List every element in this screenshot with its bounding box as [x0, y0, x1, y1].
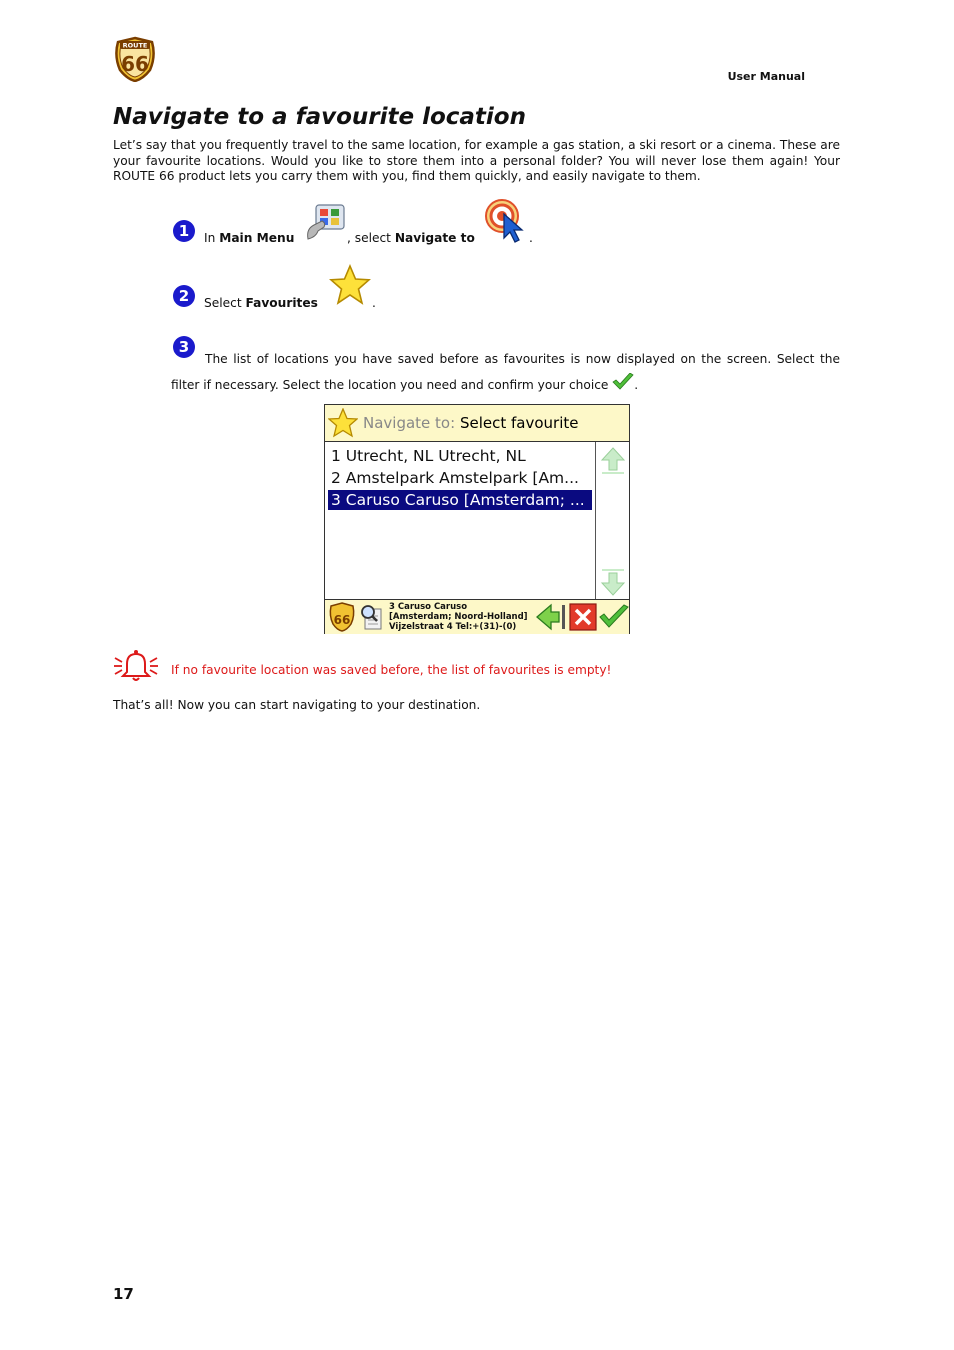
page-title: Navigate to a favourite location: [113, 104, 526, 130]
warning-note: If no favourite location was saved before, the list of favourites is empty!: [171, 663, 612, 677]
svg-text:ROUTE: ROUTE: [122, 41, 148, 50]
step-2-badge: 2: [173, 285, 195, 307]
step-3-text: The list of locations you have saved before as favourites is now displayed on the screen. Select the filter if necessary. Select the location you need and confirm your choice .: [171, 352, 840, 392]
navigate-to-icon: [484, 198, 530, 244]
step-2-text-post: .: [372, 296, 376, 310]
cancel-x-icon[interactable]: [569, 603, 597, 631]
back-arrow-icon[interactable]: [535, 603, 567, 631]
device-header-title: Navigate to: Select favourite: [363, 414, 579, 432]
step-1-text-mid: , select Navigate to: [347, 231, 475, 245]
step-2-text: Select Favourites: [204, 296, 318, 310]
alarm-bell-icon: [113, 648, 159, 682]
list-item[interactable]: 1 Utrecht, NL Utrecht, NL: [331, 447, 526, 465]
device-screen: [324, 404, 630, 634]
list-item-selected[interactable]: 3 Caruso Caruso [Amsterdam; ...: [328, 490, 592, 510]
svg-text:66: 66: [333, 613, 351, 627]
step-1-text: In Main Menu: [204, 231, 295, 245]
confirm-check-icon: [612, 373, 634, 391]
step-3-badge: 3: [173, 336, 195, 358]
intro-paragraph: Let’s say that you frequently travel to the same location, for example a gas station, a ski resort or a cinema. These are your favourite locations. Would you like to store them into a personal folder? You will never lose them again! Your ROUTE 66 product lets you carry them with you, find them quickly, and easily navigate to them.: [113, 138, 840, 183]
favourites-list[interactable]: [325, 442, 596, 599]
device-header-bar: [325, 405, 629, 442]
scroll-up-arrow-icon[interactable]: [600, 446, 626, 476]
outro-paragraph: That’s all! Now you can start navigating to your destination.: [113, 698, 481, 712]
scroll-down-arrow-icon[interactable]: [600, 567, 626, 597]
selected-location-info: 3 Caruso Caruso [Amsterdam; Noord-Holland] Vijzelstraat 4 Tel:+(31)-(0): [389, 602, 528, 632]
route66-mini-logo: [328, 602, 356, 632]
favourite-star-icon: [328, 408, 358, 438]
list-scrollbar[interactable]: [596, 442, 629, 599]
main-menu-icon: [304, 203, 346, 241]
svg-text:66: 66: [121, 52, 149, 76]
step-1-text-post: .: [529, 231, 533, 245]
page-number: 17: [113, 1285, 134, 1303]
route66-logo: [112, 36, 158, 82]
favourites-star-icon: [329, 264, 371, 306]
step-1-badge: 1: [173, 220, 195, 242]
search-details-icon[interactable]: [359, 603, 385, 631]
list-item[interactable]: 2 Amstelpark Amstelpark [Am...: [331, 469, 579, 487]
confirm-check-icon[interactable]: [599, 604, 629, 630]
header-label: User Manual: [727, 70, 805, 83]
device-footer-bar: [325, 599, 629, 634]
